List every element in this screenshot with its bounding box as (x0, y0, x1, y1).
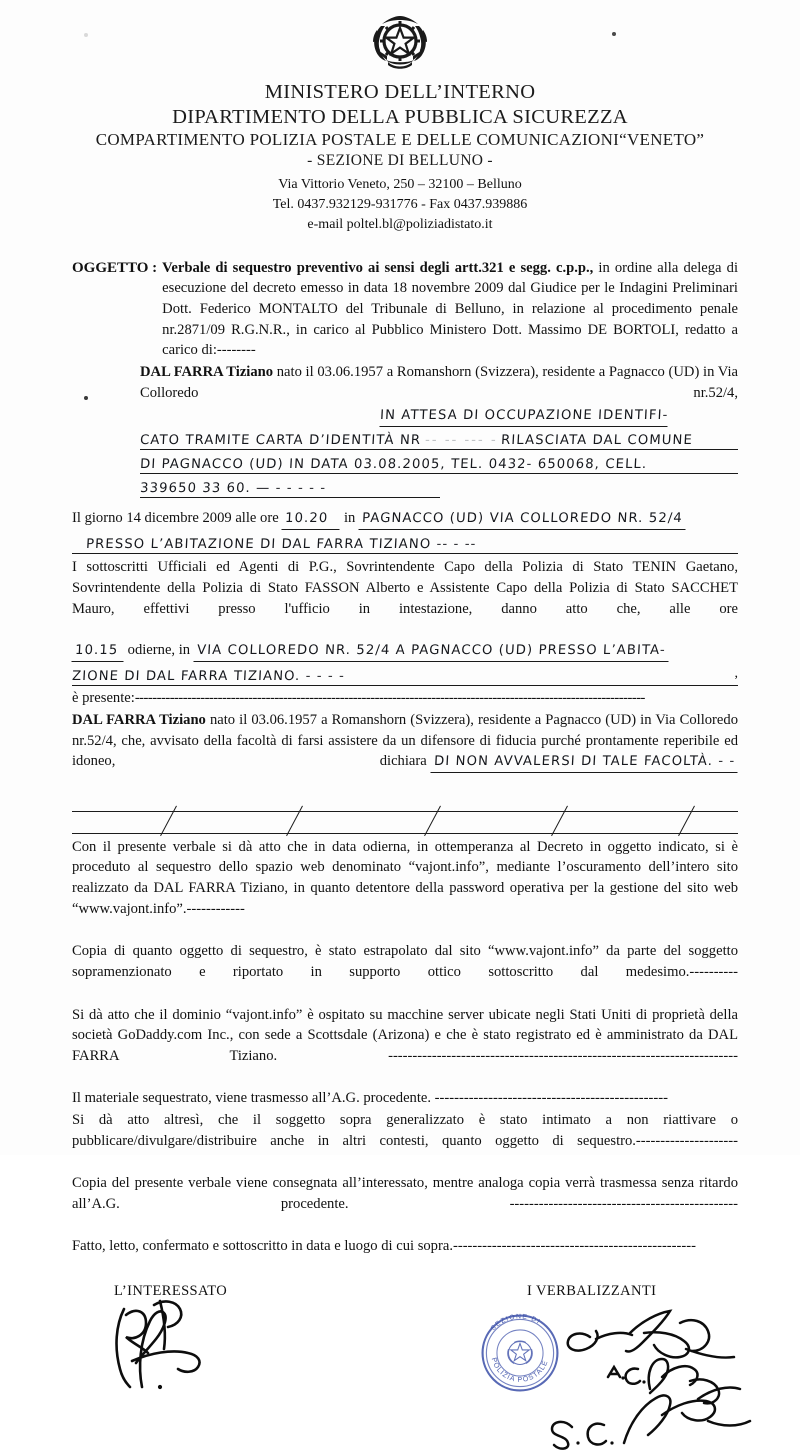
hw-odierne-place-2-row (72, 664, 738, 686)
officers-paragraph: I sottoscritti Ufficiali ed Agenti di P.G., Sovrintendente Capo della Polizia di Stato TENIN Gaetano, Sovrintendente della Polizia di Stato FASSON Alberto e Assistente Capo della Polizia di Stato SACCHET Mauro, effettivi presso l'ufficio in intestazione, danno atto che, alle ore (72, 559, 738, 617)
body-paragraph-6: Copia del presente verbale viene consegnata all’interessato, mentre analoga copia verrà trasmessa senza ritardo all’A.G. procedente. ----------------------------------------------- (72, 1175, 738, 1212)
document-header (0, 0, 800, 77)
odierne-block (72, 640, 738, 686)
signature-label-interessato: L’INTERESSATO (114, 1283, 228, 1300)
odierne-text: odierne, in (127, 642, 191, 659)
header-text-block (0, 80, 800, 236)
subject-label: OGGETTO : (72, 259, 158, 276)
presente-label: è presente: (72, 690, 135, 707)
italian-republic-emblem-icon (368, 10, 432, 72)
subject-row (72, 258, 738, 362)
document-body (72, 258, 738, 1258)
day-line-block (72, 508, 738, 554)
person-declaration-details: nato il 03.06.1957 a Romanshorn (Svizzera), residente a Pagnacco (UD) in Via Colloredo nr.52/4, che, avvisato della facoltà di farsi assistere da un difensore di fiducia purché prontamente reperibile ed idoneo, dichiara (72, 711, 738, 770)
stamp-text-top: SEZIONE DI (489, 1313, 542, 1333)
person-intro-details: nato il 03.06.1957 a Romanshorn (Svizzera), residente a Pagnacco (UD) in Via Colloredo nr.52/4, (140, 364, 738, 401)
header-phone: Tel. 0437.932129-931776 - Fax 0437.939886 (272, 196, 528, 212)
void-rule-bottom (72, 833, 738, 834)
header-email: e-mail poltel.bl@poliziadistato.it (307, 217, 493, 233)
person-intro-handwriting (140, 405, 738, 498)
presente-dots: --------------------------------------------------------------------------------------------------------------------- (134, 690, 645, 707)
hw-declaration-text: DI NON AVVALERSI DI TALE FACOLTÀ. - - (430, 753, 738, 773)
hw-odierne-place-1: VIA COLLOREDO NR. 52/4 A PAGNACCO (UD) PRESSO L’ABITA- (193, 642, 669, 662)
header-line-compartimento: COMPARTIMENTO POLIZIA POSTALE E DELLE COMUNICAZIONI“VENETO” (95, 130, 705, 149)
hw-identification-line-2 (140, 428, 738, 450)
hw-place-line-1: PAGNACCO (UD) VIA COLLOREDO NR. 52/4 (358, 510, 686, 530)
scan-speck (84, 33, 88, 37)
signature-ink-dot (158, 1385, 162, 1389)
header-address: Via Vittorio Veneto, 250 – 32100 – Belluno (278, 176, 522, 192)
hw-time-odierne: 10.15 (71, 642, 124, 662)
person-declaration-paragraph (72, 710, 738, 794)
subject-bold: Verbale di sequestro preventivo ai sensi degli artt.321 e segg. c.p.p., (162, 259, 594, 276)
person-declaration-name: DAL FARRA Tiziano (72, 711, 206, 728)
subject-rest: in ordine alla delega di esecuzione del decreto emesso in data 18 novembre 2009 dal Giudice per le Indagini Preliminari Dott. Federico MONTALTO del Tribunale di Belluno, in relazione al procedimento penale nr.2871/09 R.G.N.R., in carico al Pubblico Ministero Dott. Massimo DE BORTOLI, redatto a carico di:-------- (162, 259, 739, 359)
day-line-row-1 (72, 508, 738, 530)
signature-area (72, 1283, 738, 1453)
body-paragraph-3: Si dà atto che il dominio “vajont.info” è ospitato su macchine server ubicate negli Stati Uniti di proprietà della società GoDaddy.com Inc., con sede a Scottsdale (Arizona) e che è stato registrato ed è amministrato da DAL FARRA Tiziano. ------------------------------------------------------------------------ (72, 1006, 738, 1064)
stamp-text-bottom: POLIZIA POSTALE (489, 1356, 550, 1384)
signature-label-verbalizzanti: I VERBALIZZANTI (527, 1283, 657, 1300)
hw-place-line-2: PRESSO L’ABITAZIONE DI DAL FARRA TIZIANO -- - -- (85, 537, 477, 553)
presente-row (72, 688, 738, 709)
header-line-dipartimento: DIPARTIMENTO DELLA PUBBLICA SICUREZZA (172, 106, 628, 128)
body-paragraph-7: Fatto, letto, confermato e sottoscritto in data e luogo di cui sopra.-------------------------------------------------- (72, 1238, 696, 1255)
odierne-row-1 (72, 640, 738, 662)
header-line-ministero: MINISTERO DELL’INTERNO (264, 81, 536, 103)
day-line-prefix: Il giorno 14 dicembre 2009 alle ore (72, 510, 279, 527)
signature-verbalizzanti (512, 1293, 812, 1453)
hw-issued-by-text: RILASCIATA DAL COMUNE (500, 433, 694, 449)
hw-time-start: 10.20 (282, 510, 341, 530)
void-strike-block (72, 802, 738, 836)
person-intro-name: DAL FARRA Tiziano (140, 364, 274, 381)
header-contact-block (0, 175, 800, 236)
signature-interessato (102, 1291, 272, 1411)
scan-speck (612, 32, 616, 36)
hw-place-line-2-row (72, 532, 738, 554)
header-line-sezione: - SEZIONE DI BELLUNO - (307, 151, 493, 169)
scan-speck (84, 396, 88, 400)
odierne-trailing-comma: , (734, 666, 738, 682)
day-line-mid: in (344, 510, 356, 527)
hw-identification-line-4 (140, 476, 440, 498)
hw-address-phone-text: DI PAGNACCO (UD) IN DATA 03.08.2005, TEL. 0432- 650068, CELL. (139, 457, 648, 473)
hw-identification-line-3 (140, 452, 738, 474)
body-paragraph-2: Copia di quanto oggetto di sequestro, è stato estrapolato dal sito “www.vajont.info” da parte del soggetto sopramenzionato e riportato in supporto ottico sottoscritto dal medesimo.---------- (72, 943, 738, 981)
hw-identification-line-1: IN ATTESA DI OCCUPAZIONE IDENTIFI- (379, 407, 668, 427)
subject-text (162, 258, 738, 362)
body-paragraph-4: Il materiale sequestrato, viene trasmesso all’A.G. procedente. ------------------------------------------------ (72, 1090, 668, 1107)
hw-mobile-number-text: 339650 33 60. — - - - - - (139, 481, 327, 497)
body-paragraph-1: Con il presente verbale si dà atto che in data odierna, in ottemperanza al Decreto in oggetto indicato, si è proceduto al sequestro dello spazio web denominato “vajont.info”, mediante l’oscuramento dell’intero sito realizzato da DAL FARRA Tiziano, in quanto detentore della password operativa per la gestione del sito web “www.vajont.info”.------------ (72, 838, 738, 917)
hw-id-card-text: CATO TRAMITE CARTA D’IDENTITÀ NR (139, 433, 422, 449)
hw-id-number-redacted: -- -- --- - (424, 433, 498, 449)
hw-odierne-place-2: ZIONE DI DAL FARRA TIZIANO. - - - - (71, 669, 346, 685)
body-paragraph-5: Si dà atto altresì, che il soggetto sopra generalizzato è stato intimato a non riattivare o pubblicare/divulgare/distribuire anche in altri contesti, quanto oggetto di sequestro.--------------------- (72, 1112, 738, 1149)
